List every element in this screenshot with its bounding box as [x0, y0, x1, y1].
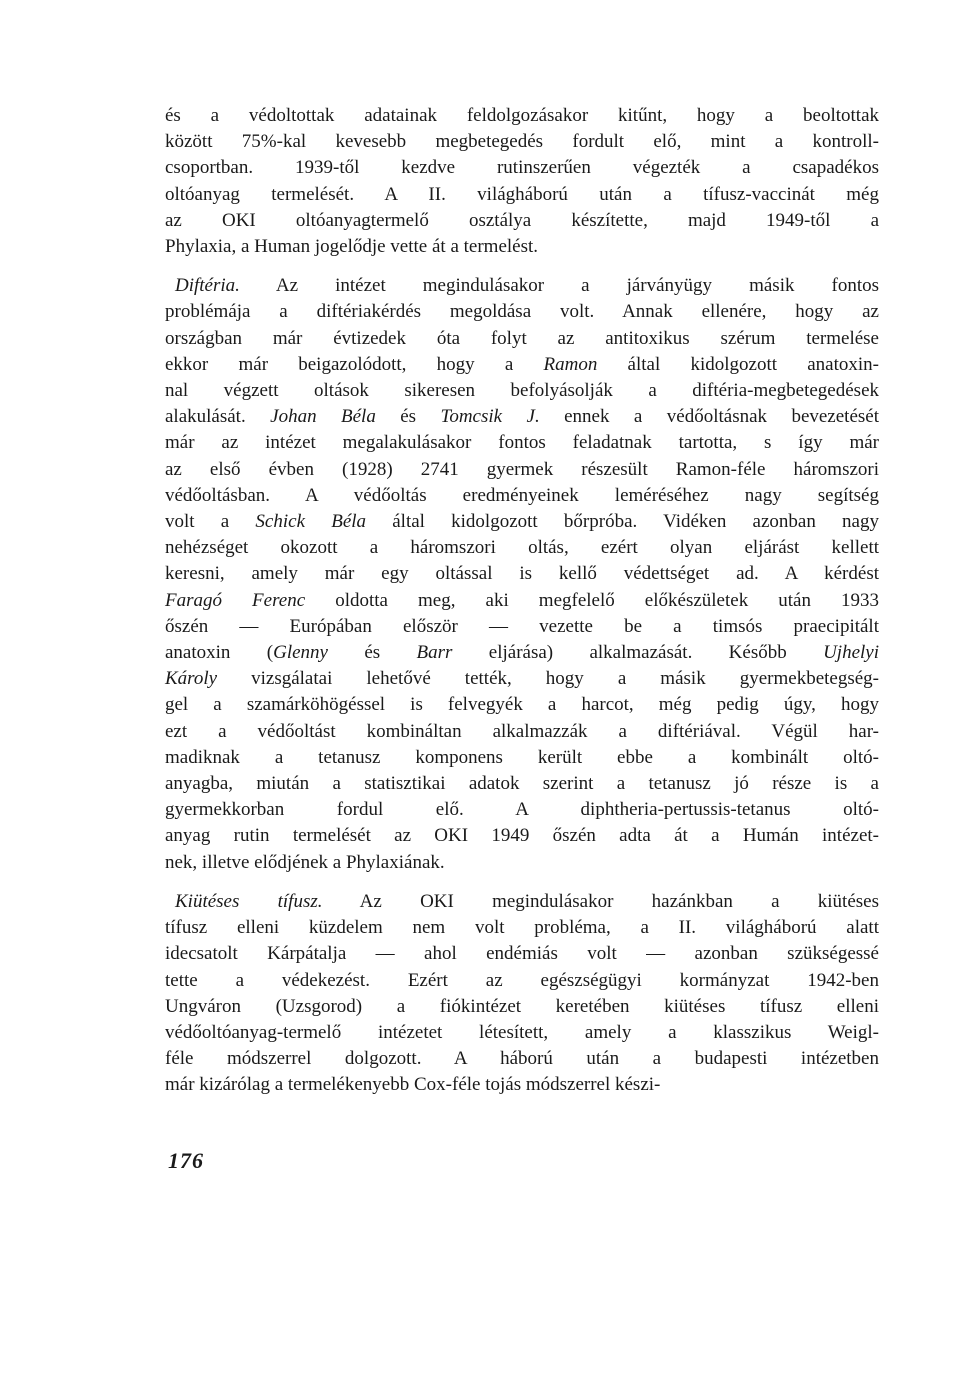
- page-number: 176: [168, 1148, 204, 1173]
- text-run: országban már évtizedek óta folyt az antitoxikus szérum termelése: [165, 327, 879, 349]
- text-run: anyagba, miután a statisztikai adatok szerint a tetanusz jó része is a: [165, 773, 879, 795]
- text-run: idecsatolt Kárpátalja — ahol endémiás volt — azonban szükségessé: [165, 943, 879, 965]
- text-line: [165, 850, 879, 876]
- text-run: által kidolgozott anatoxin-: [597, 353, 879, 375]
- text-run: nal végzett oltások sikeresen befolyásolják a diftéria-megbetegedések: [165, 380, 879, 402]
- text-line: [165, 182, 879, 208]
- italic-term: Barr: [416, 642, 453, 664]
- text-run: ezt a védőoltást kombináltan alkalmazzák a diftériával. Végül har-: [165, 720, 879, 742]
- text-run: és: [375, 406, 441, 428]
- text-line: [165, 823, 879, 849]
- text-run: csoportban. 1939-től kezdve rutinszerűen végezték a csapadékos: [165, 157, 879, 179]
- text-run: Phylaxia, a Human jogelődje vette át a termelést.: [165, 236, 539, 258]
- text-line: [165, 378, 879, 404]
- text-run: és a védoltottak adatainak feldolgozásakor kitűnt, hogy a beoltottak: [165, 105, 879, 126]
- italic-term: Faragó Ferenc: [165, 589, 306, 611]
- text-line: [165, 719, 879, 745]
- text-line: [165, 588, 879, 614]
- text-line: [165, 614, 879, 640]
- italic-term: Ujhelyi: [823, 642, 879, 664]
- text-run: oltóanyag termelését. A II. világháború után a tífusz-vaccinát még: [165, 183, 879, 205]
- text-line: [165, 234, 879, 260]
- italic-term: Glenny: [273, 642, 328, 664]
- text-run: ennek a védőoltásnak bevezetését: [539, 406, 879, 428]
- text-run: Ungváron (Uzsgorod) a fiókintézet keretében kiütéses tífusz elleni: [165, 995, 879, 1017]
- paragraph: [165, 273, 879, 876]
- text-run: ekkor már beigazolódott, hogy a: [165, 353, 544, 375]
- text-line: [165, 155, 879, 181]
- text-run: anyag rutin termelését az OKI 1949 őszén adta át a Humán intézet-: [165, 825, 879, 847]
- text-run: anatoxin (: [165, 642, 274, 664]
- italic-term: Schick Béla: [255, 511, 367, 533]
- text-line: [165, 771, 879, 797]
- text-line: [165, 994, 879, 1020]
- text-run: féle módszerrel dolgozott. A háború után a budapesti intézetben: [165, 1048, 879, 1070]
- text-line: [165, 273, 879, 299]
- text-line: [165, 103, 879, 129]
- text-run: által kidolgozott bőrpróba. Vidéken azonban nagy: [366, 511, 879, 533]
- text-run: keresni, amely már egy oltással is kellő védettséget ad. A kérdést: [165, 563, 879, 585]
- text-run: és: [327, 642, 417, 664]
- body-text: [165, 103, 879, 1099]
- text-run: között 75%-kal kevesebb megbetegedés fordult elő, mint a kontroll-: [165, 131, 879, 153]
- text-line: [165, 483, 879, 509]
- text-run: gel a szamárköhögéssel is felvegyék a harcot, még pedig úgy, hogy: [165, 694, 879, 716]
- text-line: [165, 941, 879, 967]
- text-run: eljárása) alkalmazását. Később: [452, 642, 824, 664]
- text-line: [165, 968, 879, 994]
- text-run: védőoltásban. A védőoltás eredményeinek leméréséhez nagy segítség: [165, 484, 879, 506]
- italic-term: Tomcsik J.: [440, 406, 540, 428]
- text-run: tífusz elleni küzdelem nem volt probléma, a II. világháború alatt: [165, 917, 879, 939]
- text-line: [165, 561, 879, 587]
- text-run: tette a védekezést. Ezért az egészségügyi kormányzat 1942-ben: [165, 969, 879, 991]
- text-run: Az OKI megindulásakor hazánkban a kiütéses: [322, 890, 879, 912]
- text-line: [165, 352, 879, 378]
- italic-term: Diftéria.: [175, 275, 240, 297]
- text-line: [165, 208, 879, 234]
- text-line: [165, 1046, 879, 1072]
- text-line: [165, 299, 879, 325]
- text-line: [165, 1020, 879, 1046]
- text-line: [165, 640, 879, 666]
- text-line: [165, 1072, 879, 1098]
- italic-term: Johan Béla: [270, 406, 376, 428]
- text-run: az OKI oltóanyagtermelő osztálya készítette, majd 1949-től a: [165, 209, 879, 231]
- text-line: [165, 326, 879, 352]
- text-run: oldotta meg, aki megfelelő előkészületek után 1933: [305, 589, 879, 611]
- italic-term: Ramon: [543, 353, 598, 375]
- text-line: [165, 797, 879, 823]
- text-run: az első évben (1928) 2741 gyermek részesült Ramon-féle háromszori: [165, 458, 879, 480]
- text-line: [165, 915, 879, 941]
- text-line: [165, 129, 879, 155]
- paragraph: [165, 889, 879, 1099]
- text-line: [165, 692, 879, 718]
- text-line: [165, 430, 879, 456]
- text-run: nehézséget okozott a háromszori oltás, ezért olyan eljárást kellett: [165, 537, 879, 559]
- text-run: problémája a diftériakérdés megoldása volt. Annak ellenére, hogy az: [165, 301, 879, 323]
- text-line: [165, 404, 879, 430]
- text-run: Az intézet megindulásakor a járványügy másik fontos: [239, 275, 879, 297]
- text-run: volt a: [165, 511, 256, 533]
- text-run: nek, illetve elődjének a Phylaxiának.: [165, 851, 445, 873]
- italic-term: Kiütéses tífusz.: [175, 890, 323, 912]
- text-line: [165, 666, 879, 692]
- text-line: [165, 457, 879, 483]
- paragraph: [165, 103, 879, 260]
- text-line: [165, 745, 879, 771]
- text-run: már kizárólag a termelékenyebb Cox-féle tojás módszerrel készi-: [165, 1074, 661, 1096]
- text-run: már az intézet megalakulásakor fontos feladatnak tartotta, s így már: [165, 432, 879, 454]
- text-run: őszén — Európában először — vezette be a timsós praecipitált: [165, 615, 879, 637]
- text-line: [165, 889, 879, 915]
- text-run: vizsgálatai lehetővé tették, hogy a másik gyermekbetegség-: [217, 668, 879, 690]
- text-run: madiknak a tetanusz komponens került ebbe a kombinált oltó-: [165, 746, 879, 768]
- text-line: [165, 509, 879, 535]
- text-run: gyermekkorban fordul elő. A diphtheria-pertussis-tetanus oltó-: [165, 799, 879, 821]
- text-run: alakulását.: [165, 406, 271, 428]
- text-run: védőoltóanyag-termelő intézetet létesített, amely a klasszikus Weigl-: [165, 1021, 879, 1043]
- italic-term: Károly: [165, 668, 218, 690]
- text-line: [165, 535, 879, 561]
